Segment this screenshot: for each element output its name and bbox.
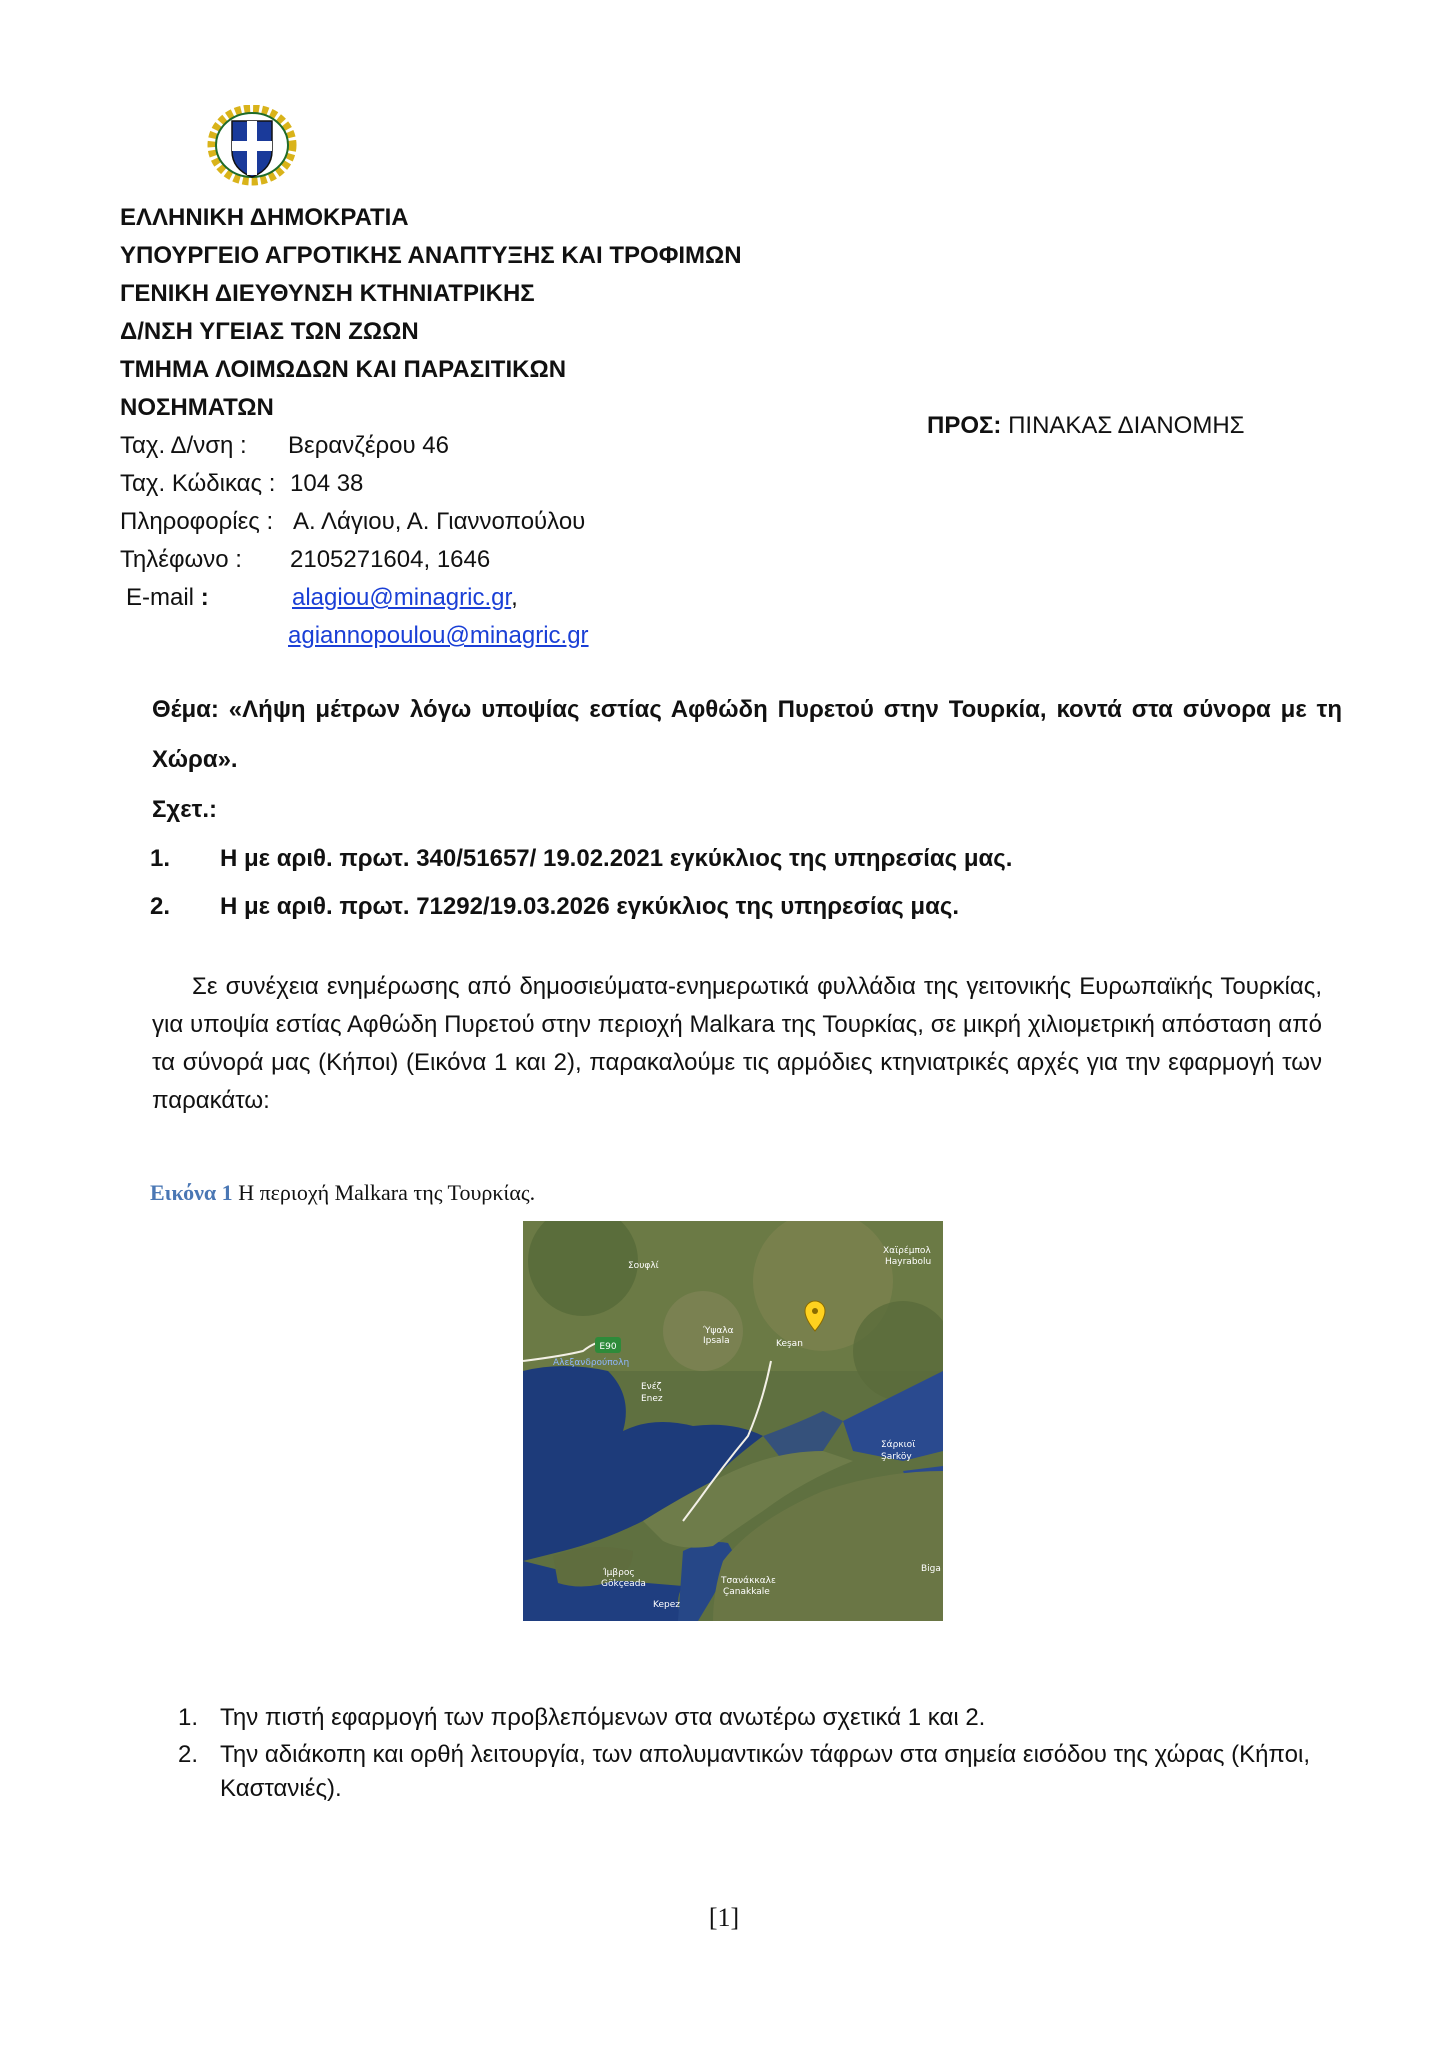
header-line-department-cont: ΝΟΣΗΜΑΤΩΝ bbox=[120, 394, 274, 421]
map-label-enez-gr: Ενέζ bbox=[641, 1382, 662, 1392]
figure-caption-text: Η περιοχή Malkara της Τουρκίας. bbox=[238, 1180, 536, 1205]
header-line-directorate: Δ/ΝΣΗ ΥΓΕΙΑΣ ΤΩΝ ΖΩΩΝ bbox=[120, 318, 419, 345]
subject-line-1: Θέμα: «Λήψη μέτρων λόγω υποψίας εστίας Αφθώδη Πυρετού στην Τουρκία, κοντά στα σύνορα με τη bbox=[152, 696, 1342, 723]
info-value: Α. Λάγιου, Α. Γιαννοπούλου bbox=[293, 508, 586, 535]
address-label: Ταχ. Δ/νση : bbox=[120, 432, 247, 459]
postcode-value: 104 38 bbox=[290, 470, 364, 497]
map-label-sarkoy: Şarköy bbox=[881, 1452, 912, 1462]
figure-label: Εικόνα 1 bbox=[150, 1180, 233, 1205]
body-paragraph: Σε συνέχεια ενημέρωσης από δημοσιεύματα-ενημερωτικά φυλλάδια της γειτονικής Ευρωπαϊκής Τουρκίας, για υποψία εστίας Αφθώδη Πυρετού στην περιοχή Malkara της Τουρκίας, σε μικρή χιλιομετρική απόσταση από τα σύνορά μας (Κήποι) (Εικόνα 1 και 2), παρακαλούμε τις αρμόδιες κτηνιατρικές αρχές για την εφαρμογή των παρακάτω: bbox=[152, 973, 1322, 1114]
map-label-kesan: Keşan bbox=[776, 1339, 803, 1349]
recipient-label: ΠΡΟΣ: bbox=[927, 412, 1002, 439]
recipient-value: ΠΙΝΑΚΑΣ ΔΙΑΝΟΜΗΣ bbox=[1008, 412, 1245, 439]
map-label-canakkale-gr: Τσανάκκαλε bbox=[721, 1576, 776, 1586]
map-label-imvros-gr: Ίμβρος bbox=[603, 1568, 635, 1578]
email-colon: : bbox=[200, 584, 209, 611]
page-number: [1] bbox=[708, 1903, 740, 1932]
map-label-soufli: Σουφλί bbox=[628, 1261, 659, 1271]
greek-coat-of-arms-emblem bbox=[207, 105, 297, 187]
email-link-1[interactable]: alagiou@minagric.gr bbox=[292, 584, 512, 611]
map-label-canakkale: Çanakkale bbox=[723, 1587, 770, 1597]
address-value: Βερανζέρου 46 bbox=[288, 432, 450, 459]
header-line-department: ΤΜΗΜΑ ΛΟΙΜΩΔΩΝ ΚΑΙ ΠΑΡΑΣΙΤΙΚΩΝ bbox=[120, 356, 567, 383]
map-label-hayrabolu-gr: Χαϊρέμπολ bbox=[883, 1246, 931, 1256]
phone-value: 2105271604, 1646 bbox=[290, 546, 491, 573]
measure-number: 2. bbox=[178, 1741, 199, 1768]
map-label-alexandroupoli: Αλεξανδρούπολη bbox=[553, 1358, 630, 1368]
map-label-ipsala-gr: Ύψαλα bbox=[703, 1326, 734, 1336]
satellite-map-image bbox=[523, 1221, 943, 1621]
header-line-ministry: ΥΠΟΥΡΓΕΙΟ ΑΓΡΟΤΙΚΗΣ ΑΝΑΠΤΥΞΗΣ ΚΑΙ ΤΡΟΦΙΜΩΝ bbox=[120, 242, 742, 269]
header-line-republic: ΕΛΛΗΝΙΚΗ ΔΗΜΟΚΡΑΤΙΑ bbox=[120, 204, 409, 231]
measure-text: Την πιστή εφαρμογή των προβλεπόμενων στα ανωτέρω σχετικά 1 και 2. bbox=[220, 1704, 986, 1731]
info-label: Πληροφορίες : bbox=[120, 508, 274, 535]
reference-text: Η με αριθ. πρωτ. 71292/19.03.2026 εγκύκλιος της υπηρεσίας μας. bbox=[220, 893, 960, 920]
map-label-ipsala: Ipsala bbox=[703, 1336, 730, 1346]
references-label: Σχετ.: bbox=[152, 796, 217, 823]
measure-number: 1. bbox=[178, 1704, 199, 1731]
figure-caption bbox=[150, 1180, 535, 1206]
map-label-kepez: Kepez bbox=[653, 1600, 680, 1610]
map-label-biga: Biga bbox=[921, 1564, 941, 1574]
subject-line-2: Χώρα». bbox=[152, 746, 238, 773]
email-link-2[interactable]: agiannopoulou@minagric.gr bbox=[288, 622, 589, 649]
header-line-directorate-general: ΓΕΝΙΚΗ ΔΙΕΥΘΥΝΣΗ ΚΤΗΝΙΑΤΡΙΚΗΣ bbox=[120, 280, 535, 307]
phone-label: Τηλέφωνο : bbox=[120, 546, 242, 573]
postcode-label: Ταχ. Κώδικας : bbox=[120, 470, 276, 497]
map-label-hayrabolu: Hayrabolu bbox=[885, 1257, 932, 1267]
reference-number: 1. bbox=[150, 845, 171, 872]
map-label-e90: E90 bbox=[599, 1342, 617, 1352]
recipient bbox=[927, 412, 1244, 440]
measure-text: Την αδιάκοπη και ορθή λειτουργία, των απολυμαντικών τάφρων στα σημεία εισόδου της χώρας (Κήποι, Καστανιές). bbox=[220, 1741, 1310, 1802]
reference-text: Η με αριθ. πρωτ. 340/51657/ 19.02.2021 εγκύκλιος της υπηρεσίας μας. bbox=[220, 845, 1013, 872]
map-label-enez: Enez bbox=[641, 1394, 663, 1404]
email-separator: , bbox=[511, 584, 518, 611]
map-label-gokceada: Gökçeada bbox=[601, 1579, 646, 1589]
map-label-sarkoy-gr: Σάρκιοϊ bbox=[881, 1440, 916, 1450]
email-line-2 bbox=[288, 622, 589, 650]
reference-number: 2. bbox=[150, 893, 171, 920]
email-label: E-mail : bbox=[126, 584, 209, 611]
email-line-1 bbox=[292, 584, 518, 612]
